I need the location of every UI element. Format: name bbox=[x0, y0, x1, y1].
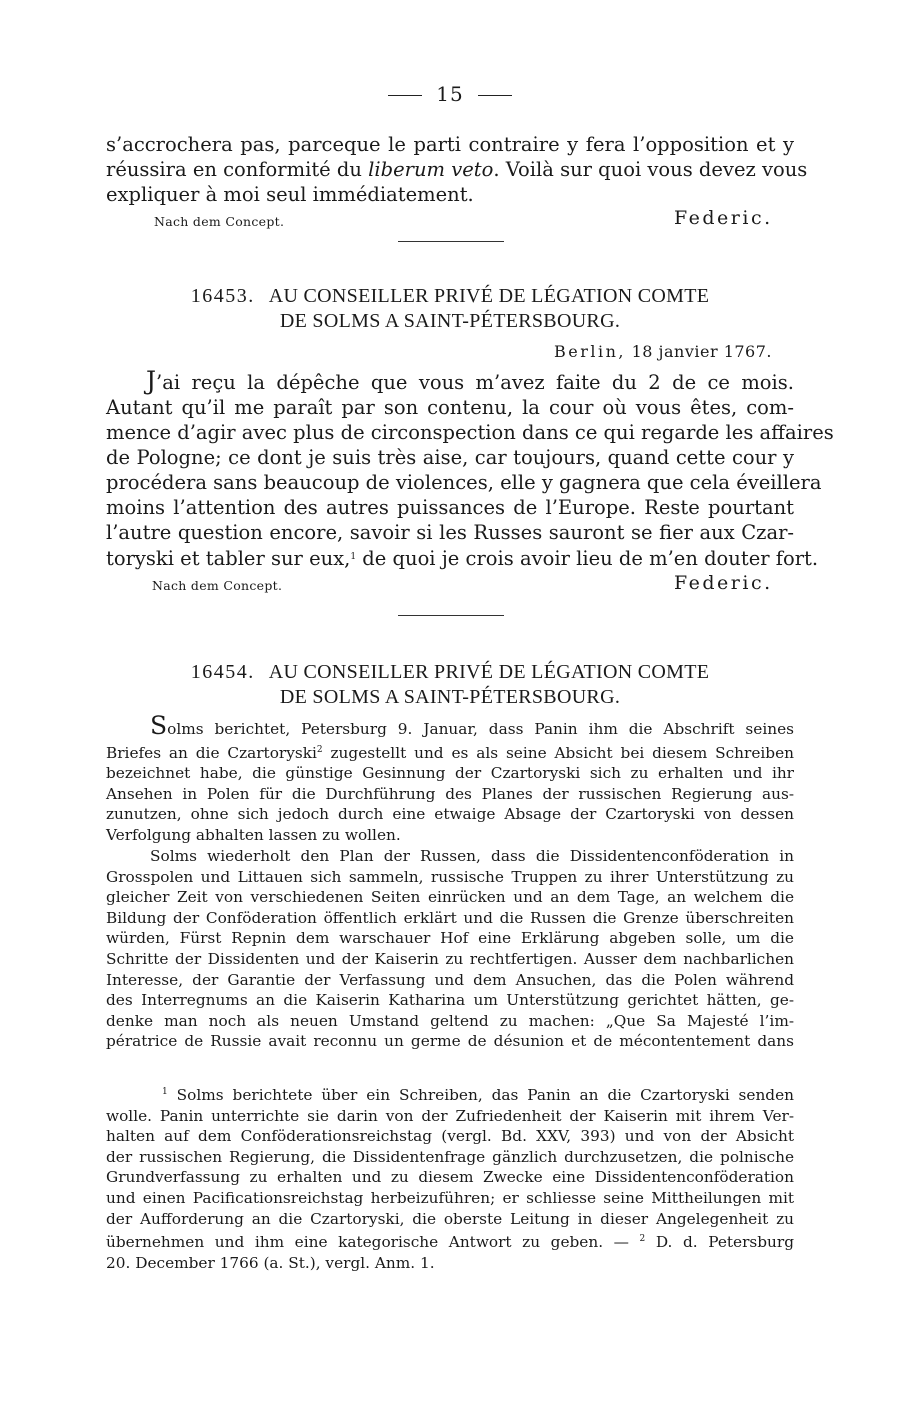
footnote-line: halten auf dem Conföderationsreichstag (vergl. Bd. XXV, 393) und von der Absicht bbox=[106, 1127, 794, 1146]
text-line: zunutzen, ohne sich jedoch durch eine etwaige Absage der Czartoryski von dessen bbox=[106, 805, 794, 824]
signature: Federic. bbox=[674, 572, 773, 594]
footnote-line: übernehmen und ihm eine kategorische Antwort zu geben. — $^2$ D. d. Petersburg bbox=[106, 1233, 794, 1252]
text-line: réussira en conformité du liberum veto. Voilà sur quoi vous devez vous bbox=[106, 158, 808, 181]
text-line: Interesse, der Garantie der Verfassung und dem Ansuchen, das die Polen während bbox=[106, 970, 794, 989]
page-number: 15 bbox=[0, 82, 900, 106]
footnote-line: wolle. Panin unterrichte sie darin von der Zufriedenheit der Kaiserin mit ihrem Ver- bbox=[106, 1106, 794, 1125]
date: 18 janvier 1767. bbox=[631, 342, 772, 361]
source-note: Nach dem Concept. bbox=[154, 214, 285, 229]
text-line: l’autre question encore, savoir si les Russes sauront se fier aux Czar- bbox=[106, 521, 794, 544]
text-line: Grosspolen und Littauen sich sammeln, russische Truppen zu ihrer Unterstützung zu bbox=[106, 867, 794, 886]
text-line: J’ai reçu la dépêche que vous m’avez faite du 2 de ce mois. bbox=[146, 366, 794, 395]
heading-line: 16454. AU CONSEILLER PRIVÉ DE LÉGATION COMTE bbox=[190, 661, 710, 683]
initial-letter: J bbox=[146, 366, 157, 395]
source-note: Nach dem Concept. bbox=[152, 578, 283, 593]
text-line: denke man noch als neuen Umstand geltend zu machen: „Que Sa Majesté l’im- bbox=[106, 1011, 794, 1030]
footnote-ref: 1 bbox=[350, 552, 357, 562]
text-line: s’accrochera pas, parceque le parti contraire y fera l’opposition et y bbox=[106, 133, 794, 156]
text-line: würden, Fürst Repnin dem warschauer Hof eine Erklärung abgeben solle, um die bbox=[106, 929, 794, 948]
text-line: de Pologne; ce dont je suis très aise, car toujours, quand cette cour y bbox=[106, 446, 794, 469]
heading-line: DE SOLMS A SAINT-PÉTERSBOURG. bbox=[279, 310, 621, 332]
initial-letter: S bbox=[150, 711, 168, 740]
text-line: pératrice de Russie avait reconnu un germe de désunion et de mécontentement dans bbox=[106, 1032, 794, 1051]
footnote-mark: 2 bbox=[639, 1234, 646, 1245]
text-line: Briefes an die Czartoryski$^2$ zugestellt und es als seine Absicht bei diesem Schreiben bbox=[106, 743, 794, 762]
page-number-dash-right bbox=[478, 95, 512, 96]
text-line: Solms berichtet, Petersburg 9. Januar, dass Panin ihm die Abschrift seines bbox=[150, 711, 794, 740]
text-line: toryski et tabler sur eux,$^1$ de quoi je crois avoir lieu de m’en douter fort. bbox=[106, 547, 819, 570]
footnotes bbox=[106, 1082, 794, 1273]
text-line: Bildung der Conföderation öffentlich erklärt und die Russen die Grenze überschreiten bbox=[106, 908, 794, 927]
footnote-line: $^1$ Solms berichtete über ein Schreiben, das Panin an die Czartoryski senden bbox=[162, 1086, 794, 1104]
text-line: bezeichnet habe, die günstige Gesinnung der Czartoryski sich zu erhalten und ihr bbox=[106, 764, 794, 783]
text-line: procédera sans beaucoup de violences, elle y gagnera que cela éveillera bbox=[106, 471, 822, 494]
heading-line: DE SOLMS A SAINT-PÉTERSBOURG. bbox=[279, 686, 621, 708]
summary-paragraph bbox=[106, 711, 794, 846]
section-divider bbox=[398, 241, 504, 242]
dateline bbox=[554, 342, 772, 361]
footnote-ref: 2 bbox=[316, 744, 323, 755]
document-heading bbox=[106, 660, 794, 710]
summary-paragraph bbox=[106, 846, 794, 1052]
letter-body bbox=[106, 366, 834, 571]
text-line: expliquer à moi seul immédiatement. bbox=[106, 183, 474, 206]
date-place: Berlin, bbox=[553, 342, 626, 361]
footnote-line: und einen Pacificationsreichstag herbeizuführen; er schliesse seine Mittheilungen mit bbox=[106, 1188, 794, 1207]
text-line: moins l’attention des autres puissances de l’Europe. Reste pourtant bbox=[106, 496, 794, 519]
text-line: mence d’agir avec plus de circonspection dans ce qui regarde les affaires bbox=[106, 421, 834, 444]
text-line: Ansehen in Polen für die Durchführung des Planes der russischen Regierung aus- bbox=[106, 784, 794, 803]
text-line: Schritte der Dissidenten und der Kaiserin zu rechtfertigen. Ausser dem nachbarlichen bbox=[106, 949, 794, 968]
footnote-line: der russischen Regierung, die Dissidentenfrage gänzlich durchzusetzen, die polnische bbox=[106, 1147, 794, 1166]
text-line: Solms wiederholt den Plan der Russen, dass die Dissidentenconföderation in bbox=[150, 847, 794, 865]
page-number-dash-left bbox=[388, 95, 422, 96]
footnote-line: 20. December 1766 (a. St.), vergl. Anm. 1. bbox=[106, 1253, 435, 1272]
heading-line: 16453. AU CONSEILLER PRIVÉ DE LÉGATION COMTE bbox=[190, 285, 710, 307]
document-number: 16454. bbox=[190, 661, 255, 683]
text-line: Autant qu’il me paraît par son contenu, la cour où vous êtes, com- bbox=[106, 396, 794, 419]
text-line: Verfolgung abhalten lassen zu wollen. bbox=[106, 825, 401, 844]
latin-term: liberum veto bbox=[368, 158, 494, 181]
document-number: 16453. bbox=[190, 285, 255, 307]
footnote-mark: 1 bbox=[162, 1087, 168, 1097]
signature: Federic. bbox=[674, 207, 773, 229]
document-heading bbox=[106, 284, 794, 334]
section-divider bbox=[398, 615, 504, 616]
text-line: des Interregnums an die Kaiserin Katharina um Unterstützung gerichtet hätten, ge- bbox=[106, 991, 794, 1010]
letter-continuation bbox=[106, 132, 808, 207]
footnote-line: Grundverfassung zu erhalten und zu diesem Zwecke eine Dissidentenconföderation bbox=[106, 1168, 794, 1187]
text-line: gleicher Zeit von verschiedenen Seiten einrücken und an dem Tage, an welchem die bbox=[106, 888, 794, 907]
footnote-line: der Aufforderung an die Czartoryski, die oberste Leitung in dieser Angelegenheit zu bbox=[106, 1209, 794, 1228]
